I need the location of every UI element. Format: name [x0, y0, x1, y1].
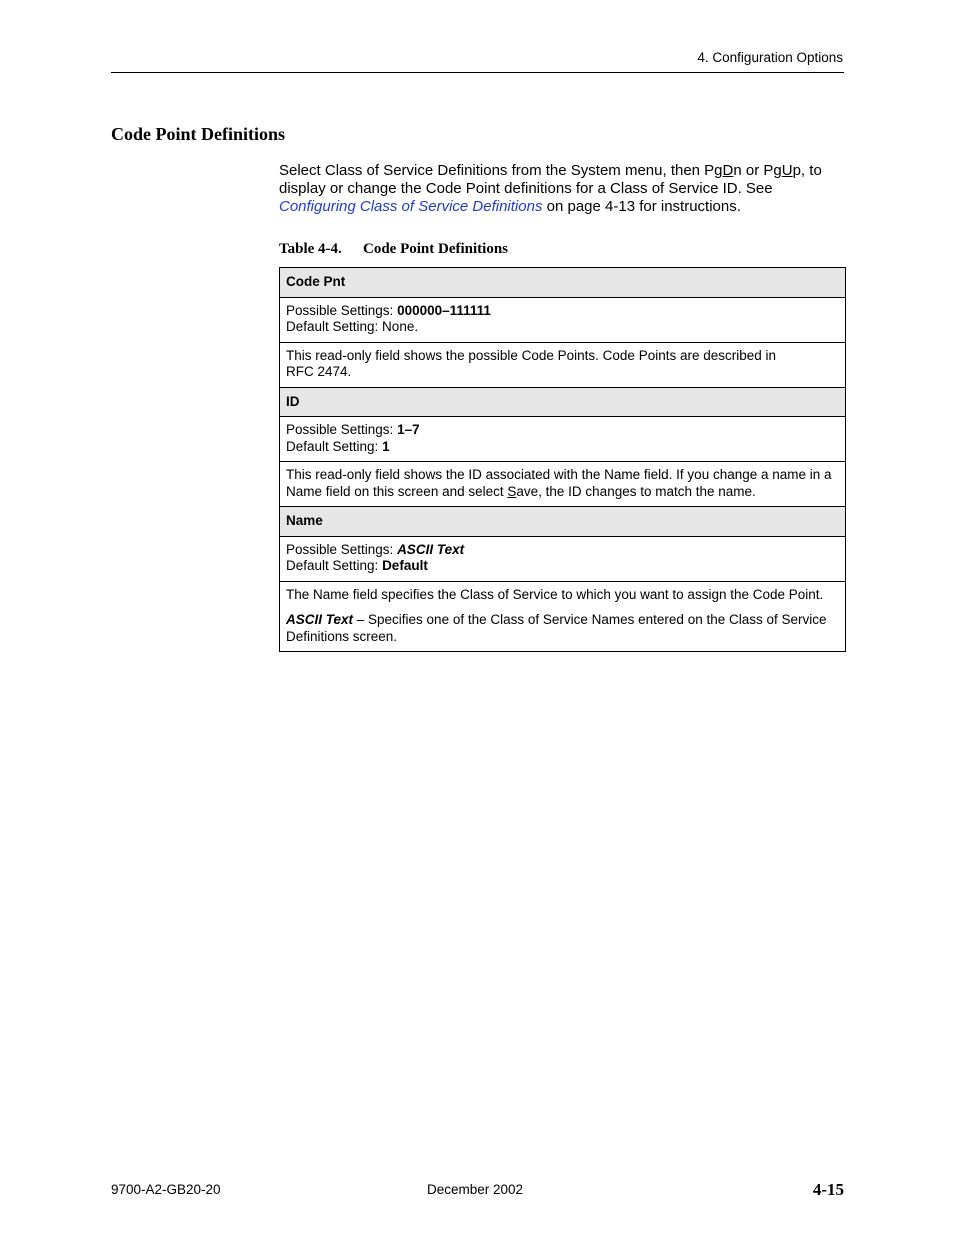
default-setting-value: Default — [382, 558, 428, 573]
code-pnt-description — [280, 342, 846, 387]
running-header: 4. Configuration Options — [697, 50, 843, 65]
name-description — [280, 581, 846, 652]
possible-settings-value: ASCII Text — [397, 541, 465, 557]
ascii-text-term: ASCII Text — [286, 612, 354, 627]
table-row — [280, 581, 846, 652]
configuring-cos-link[interactable]: Configuring Class of Service Definitions — [279, 198, 543, 215]
table-row — [280, 387, 846, 417]
possible-settings-value: 1–7 — [397, 422, 420, 437]
description-paragraph-2 — [286, 612, 839, 645]
footer-date: December 2002 — [427, 1182, 524, 1197]
table-caption — [279, 241, 508, 258]
id-settings — [280, 417, 846, 462]
table-number: Table 4-4. — [279, 241, 342, 257]
pgdn-underlined-letter: D — [722, 162, 734, 179]
table-row — [280, 297, 846, 342]
section-title: Code Point Definitions — [111, 124, 286, 144]
save-underlined-letter: S — [507, 483, 517, 499]
table-row — [280, 536, 846, 581]
table-row — [280, 507, 846, 537]
intro-text-1: Select Class of Service Definitions from the System menu, then Pg — [279, 162, 723, 179]
possible-settings-label: Possible Settings: — [286, 541, 398, 557]
table-row — [280, 462, 846, 507]
description-paragraph-1: The Name field specifies the Class of Service to which you want to assign the Code Point. — [286, 586, 824, 602]
intro-paragraph — [279, 162, 845, 216]
ascii-text-definition: – Specifies one of the Class of Service Names entered on the Class of Service Definitions screen. — [286, 612, 827, 644]
possible-settings-label: Possible Settings: — [286, 302, 398, 318]
intro-text-4: on page 4-13 for instructions. — [542, 198, 741, 215]
footer-page-number: 4-15 — [812, 1180, 844, 1199]
code-pnt-header: Code Pnt — [280, 268, 846, 298]
description-text-a: This read-only field shows the ID associated with the Name field. If you change a name in a Name field on this screen and select — [286, 467, 832, 499]
default-setting-value: 1 — [382, 438, 390, 454]
default-setting-label: Default Setting: — [286, 438, 383, 454]
description-line-2: RFC 2474. — [286, 364, 352, 379]
default-setting-label: Default Setting: — [286, 558, 383, 573]
table-row — [280, 417, 846, 462]
id-description — [280, 462, 846, 507]
footer-doc-number: 9700-A2-GB20-20 — [111, 1182, 221, 1197]
code-pnt-settings — [280, 297, 846, 342]
description-text-b: ave, the ID changes to match the name. — [516, 483, 756, 499]
code-point-table — [279, 267, 846, 652]
intro-text-3: p, to display or change the Code Point definitions for a Class of Service ID. See — [279, 162, 822, 197]
table-title: Code Point Definitions — [363, 241, 509, 257]
table-row — [280, 268, 846, 298]
name-header: Name — [280, 507, 846, 537]
name-settings — [280, 536, 846, 581]
table-row — [280, 342, 846, 387]
header-rule — [111, 72, 844, 73]
pgup-underlined-letter: U — [781, 162, 793, 179]
intro-text-2: n or Pg — [733, 162, 782, 179]
possible-settings-value: 000000–111111 — [397, 302, 491, 318]
possible-settings-label: Possible Settings: — [286, 422, 398, 437]
default-setting-text: Default Setting: None. — [286, 319, 419, 334]
id-header: ID — [280, 387, 846, 417]
description-line-1: This read-only field shows the possible Code Points. Code Points are described in — [286, 347, 777, 363]
